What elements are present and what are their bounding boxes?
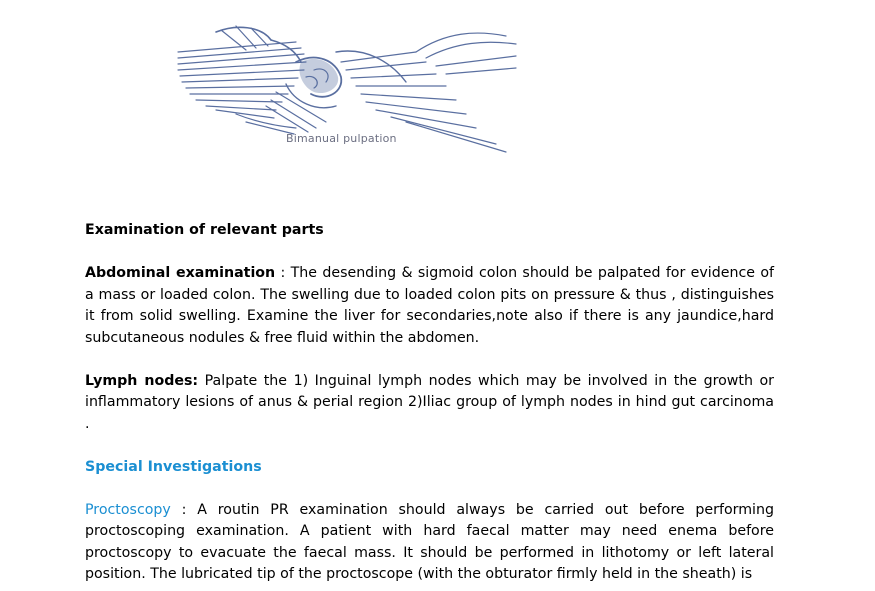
document-body [85, 220, 774, 586]
proctoscopy-paragraph [85, 500, 774, 586]
lymph-label: Lymph nodes: [85, 372, 199, 389]
lymph-text: Palpate the 1) Inguinal lymph nodes which may be involved in the growth or inflammatory lesions of anus & perial region 2)Iliac group of lymph nodes in hind gut carcinoma . [85, 372, 775, 432]
lymph-paragraph [85, 371, 774, 436]
special-heading [85, 457, 774, 479]
exam-heading [85, 220, 774, 242]
bimanual-palpation-figure [176, 22, 521, 158]
abdominal-paragraph [85, 263, 774, 349]
exam-heading-text: Examination of relevant parts [85, 222, 324, 238]
figure-caption: Bimanual pulpation [286, 132, 397, 145]
special-heading-text: Special Investigations [85, 458, 262, 475]
abdominal-label: Abdominal examination [85, 265, 276, 281]
proctoscopy-label: Proctoscopy [85, 501, 171, 518]
abdominal-text: : The desending & sigmoid colon should be palpated for evidence of a mass or loaded colon. The swelling due to loaded colon pits on pressure & thus , distinguishes it from solid swelling. Examine the liver for secondaries,note also if there is any jaundice,hard subcutaneous nodules & free fluid within the abdomen. [85, 265, 774, 346]
proctoscopy-text: : A routin PR examination should always be carried out before performing proctoscoping examination. A patient with hard faecal matter may need enema before proctoscopy to evacuate the faecal mass. It should be performed in lithotomy or left lateral position. The lubricated tip of the proctoscope (with the obturator firmly held in the sheath) is [85, 501, 774, 582]
